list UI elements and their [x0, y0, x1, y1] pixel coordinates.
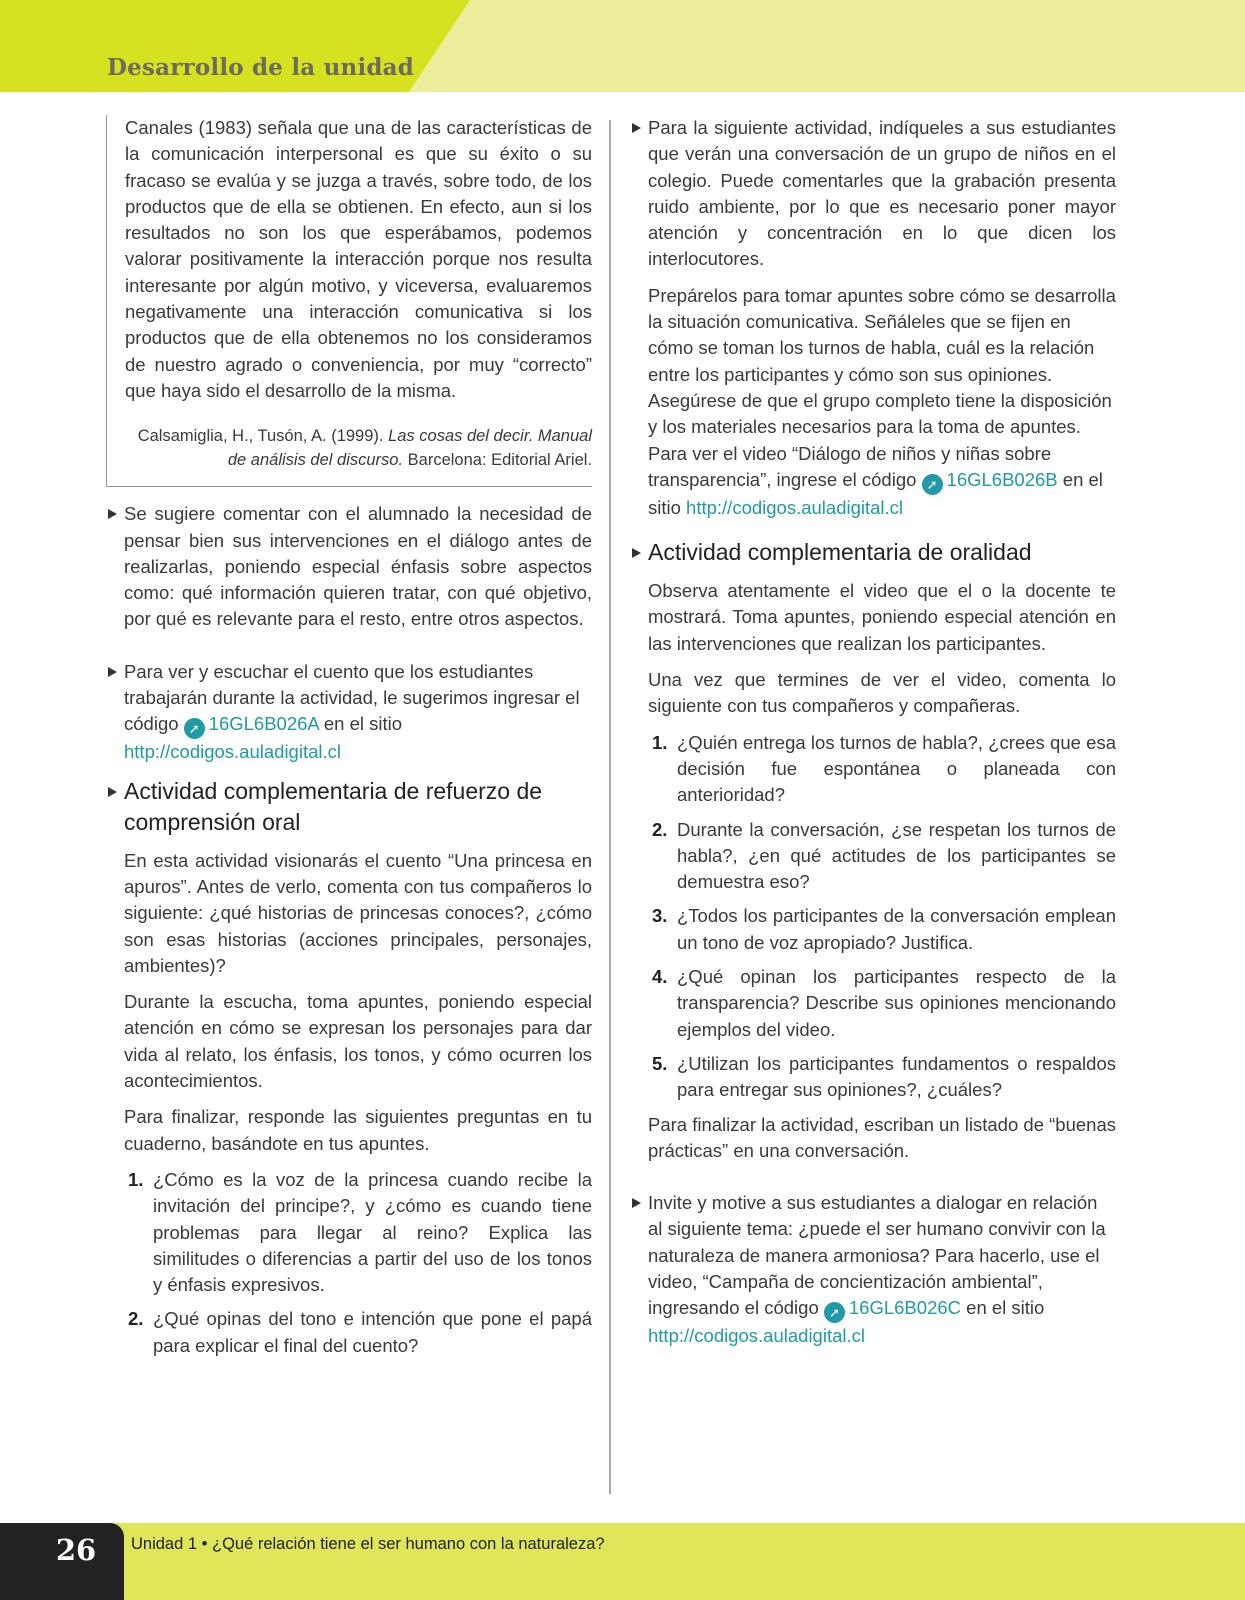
resource-code[interactable]: 16GL6B026C [848, 1297, 962, 1319]
header-band [0, 0, 1245, 92]
section-paragraph: Durante la escucha, toma apuntes, poniendo especial atención en cómo se expresan los personajes para dar vida al relato, los énfasis, los tonos, y cómo ocurren los acontecimientos. [124, 991, 592, 1092]
footer-unit-title: Unidad 1 • ¿Qué relación tiene el ser humano con la naturaleza? [131, 1535, 605, 1553]
question-item [124, 1167, 592, 1298]
question-number: 3. [652, 905, 668, 927]
question-number: 5. [652, 1052, 668, 1074]
question-list [106, 1167, 592, 1359]
resource-link[interactable]: http://codigos.auladigital.cl [124, 741, 341, 763]
question-number: 4. [652, 966, 668, 988]
section-paragraph: Para finalizar, responde las siguientes preguntas en tu cuaderno, basándote en tus apuntes. [124, 1106, 592, 1154]
bullet-text-part: en el sitio [648, 468, 1103, 518]
quote-reference [125, 424, 592, 472]
bullet-text [648, 283, 1116, 521]
triangle-bullet-icon [632, 548, 641, 558]
quote-ref-publisher: Barcelona: Editorial Ariel. [403, 451, 592, 470]
question-number: 2. [128, 1308, 144, 1330]
section-paragraph: Para finalizar la actividad, escriban un listado de “buenas prácticas” en una conversación. [648, 1113, 1116, 1161]
quote-ref-authors: Calsamiglia, H., Tusón, A. (1999). [137, 427, 389, 446]
resource-code[interactable]: 16GL6B026B [946, 468, 1058, 490]
section-paragraph: Una vez que termines de ver el video, comenta lo siguiente con tus compañeros y compañeras. [648, 669, 1116, 717]
question-item [648, 817, 1116, 896]
question-text: ¿Cómo es la voz de la princesa cuando recibe la invitación del principe?, y ¿cómo es cuando tiene problemas para llegar al reino? Explica las similitudes o diferencias a partir del uso de los tonos y énfasis expresivos. [153, 1168, 592, 1296]
question-text: Durante la conversación, ¿se respetan los turnos de habla?, ¿en qué actitudes de los participantes se demuestra eso? [677, 818, 1116, 893]
triangle-bullet-icon [108, 667, 117, 677]
bullet-text-part: Prepárelos para tomar apuntes sobre cómo se desarrolla la situación comunicativa. Señáleles que se fijen en cómo se toman los turnos de habla, cuál es la relación entre los participantes y cómo son sus opiniones. Asegúrese de que el grupo completo tiene la disposición y los materiales necesarios para la toma de apuntes. Para ver el video “Diálogo de niños y niñas sobre transparencia”, ingrese el código [648, 284, 1116, 490]
section-heading [106, 776, 592, 838]
section-paragraph: En esta actividad visionarás el cuento “Una princesa en apuros”. Antes de verlo, comenta con tus compañeros lo siguiente: ¿qué historias de princesas conoces?, ¿cómo son esas historias (acciones principales, personajes, ambientes)? [124, 849, 592, 976]
question-item [648, 1051, 1116, 1104]
resource-link[interactable]: http://codigos.auladigital.cl [686, 496, 904, 518]
question-text: ¿Utilizan los participantes fundamentos o respaldos para entregar sus opiniones?, ¿cuáles? [677, 1052, 1116, 1101]
column-divider [609, 120, 611, 1494]
question-list [630, 730, 1116, 1104]
bullet-text-part: Para ver y escuchar el cuento que los estudiantes trabajarán durante la actividad, le sugerimos ingresar el código [124, 660, 580, 735]
question-item [648, 903, 1116, 956]
bullet-item [106, 501, 592, 632]
rocket-code-icon: ➚ [824, 1302, 845, 1323]
bullet-text-part: Invite y motive a sus estudiantes a dialogar en relación al siguiente tema: ¿puede el ser humano convivir con la naturaleza de manera armoniosa? Para hacerlo, use el video, “Campaña de concientización ambiental”, ingresando el código [648, 1192, 1106, 1319]
question-item [648, 730, 1116, 809]
triangle-bullet-icon [108, 509, 117, 519]
section-paragraph: Observa atentamente el video que el o la docente te mostrará. Toma apuntes, poniendo especial atención en las intervenciones que realizan los participantes. [648, 580, 1116, 654]
question-number: 2. [652, 818, 668, 840]
bullet-item [630, 1190, 1116, 1349]
quote-text: Canales (1983) señala que una de las características de la comunicación interpersonal es que su éxito o su fracaso se evalúa y se juzga a través, sobre todo, de los productos que de ella se obtienen. En efecto, aun si los resultados no son los que esperábamos, podemos valorar positivamente la interacción porque nos resulta interesante por algún motivo, y viceversa, evaluaremos negativamente una interacción comunicativa si los productos que de ella obtenemos no los consideramos de nuestro agrado o conveniencia, por muy “correcto” que haya sido el desarrollo de la misma. [125, 117, 592, 401]
bullet-text: Se sugiere comentar con el alumnado la necesidad de pensar bien sus intervenciones en el diálogo antes de realizarlas, poniendo especial énfasis sobre aspectos como: qué información quieren tratar, con qué objetivo, por qué es relevante para el resto, entre otros aspectos. [124, 503, 592, 630]
bullet-text-part: en el sitio [961, 1297, 1045, 1319]
triangle-bullet-icon [108, 787, 117, 797]
question-text: ¿Quién entrega los turnos de habla?, ¿crees que esa decisión fue espontánea o planeada con anterioridad? [677, 731, 1116, 806]
rocket-code-icon: ➚ [922, 474, 943, 495]
page-number: 26 [0, 1523, 124, 1600]
page-title: Desarrollo de la unidad [107, 54, 415, 81]
question-item [124, 1306, 592, 1359]
question-number: 1. [652, 731, 668, 753]
quote-ref-title: Las cosas del decir. Manual de análisis del discurso. [227, 427, 592, 470]
section-heading-text: Actividad complementaria de refuerzo de comprensión oral [124, 777, 543, 835]
bullet-text [124, 659, 592, 766]
section-heading [630, 537, 1116, 568]
triangle-bullet-icon [632, 123, 641, 133]
question-text: ¿Qué opinas del tono e intención que pone el papá para explicar el final del cuento? [153, 1308, 592, 1356]
question-text: ¿Qué opinan los participantes respecto de la transparencia? Describe sus opiniones mencionando ejemplos del video. [677, 966, 1116, 1040]
bullet-text [648, 1190, 1116, 1349]
bullet-text-part: en el sitio [318, 713, 403, 735]
left-column [106, 115, 592, 1367]
question-item [648, 964, 1116, 1043]
question-number: 1. [128, 1168, 144, 1190]
rocket-code-icon: ➚ [184, 718, 205, 739]
resource-code[interactable]: 16GL6B026A [208, 713, 319, 735]
bullet-item [106, 659, 592, 766]
question-text: ¿Todos los participantes de la conversación emplean un tono de voz apropiado? Justifica. [677, 905, 1116, 953]
quote-box [106, 115, 592, 487]
bullet-text: Para la siguiente actividad, indíqueles a sus estudiantes que verán una conversación de un grupo de niños en el colegio. Puede comentarles que la grabación presenta ruido ambiente, por lo que es necesario poner mayor atención y concentración en lo que dicen los interlocutores. [648, 117, 1116, 270]
right-column [630, 115, 1116, 1350]
triangle-bullet-icon [632, 1198, 641, 1208]
resource-link[interactable]: http://codigos.auladigital.cl [648, 1325, 865, 1347]
bullet-item [630, 115, 1116, 521]
section-heading-text: Actividad complementaria de oralidad [648, 539, 1032, 566]
